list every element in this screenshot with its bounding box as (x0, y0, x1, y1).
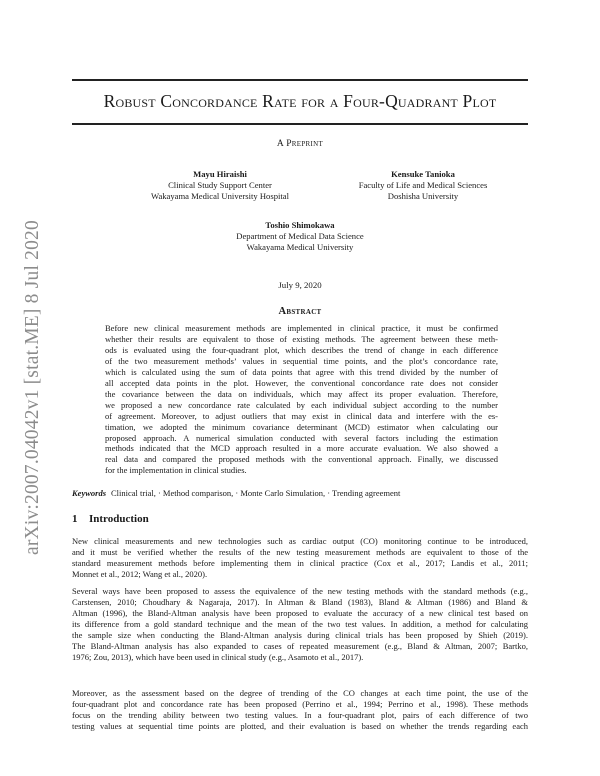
arxiv-identifier[interactable]: arXiv:2007.04042v1 [stat.ME] 8 Jul 2020 (22, 220, 43, 555)
paper-title: Robust Concordance Rate for a Four-Quadrant Plot (103, 91, 497, 111)
author-affiliation: Wakayama Medical University (246, 242, 354, 253)
author-block (190, 220, 410, 254)
title-rule-top (72, 79, 528, 81)
text-line: four-quadrant plot and concordance rate has been proposed (Perrino et al., 1994; Perrino et al., 1998). These methods (72, 698, 528, 709)
section-heading (72, 513, 149, 525)
text-line: Monnet et al., 2012; Wang et al., 2020). (72, 568, 208, 579)
author-affiliation: Doshisha University (387, 191, 459, 202)
section-number: 1 (72, 513, 78, 525)
text-line: 1976; Zou, 2013), which have been used in clinical study (e.g., Asamoto et al., 2017). (72, 651, 364, 662)
text-line: New clinical measurements and new technologies such as cardiac output (CO) monitoring continue to be introduced, (72, 536, 528, 546)
text-line: its difference from a gold standard technique and the mean of the two test values. In addition, a method for calculating (72, 618, 528, 629)
keywords-text: Clinical trial, · Method comparison, · Monte Carlo Simulation, · Trending agreement (111, 488, 401, 498)
author-name: Mayu Hiraishi (193, 169, 247, 179)
author-affiliation: Wakayama Medical University Hospital (151, 191, 289, 202)
author-block (120, 169, 320, 203)
text-line: all accepted data points in the plot. However, the conventional concordance rate does not consider (105, 377, 498, 388)
keywords-line (72, 488, 528, 498)
body-paragraph (72, 586, 528, 663)
author-name: Kensuke Tanioka (391, 169, 455, 179)
text-line: ods is evaluated using the four-quadrant plot, which describes the trend of change in each difference (105, 344, 498, 355)
author-affiliation: Department of Medical Data Science (236, 231, 364, 242)
text-line: testing values at sequential time points are plotted, and their evaluation is based on whether the trends regarding each (72, 720, 528, 731)
text-line: the covariance between the data on individuals, which may affect its proper evaluation. Therefore, (105, 388, 498, 399)
author-affiliation: Faculty of Life and Medical Sciences (358, 180, 488, 191)
text-line: for the implementation in clinical studies. (105, 465, 247, 476)
text-line: Several ways have been proposed to assess the equivalence of the new testing methods with the standard methods (e.g., (72, 586, 528, 596)
text-line: Moreover, as the assessment based on the degree of trending of the CO changes at each time point, the use of the (72, 688, 528, 698)
author-name: Toshio Shimokawa (265, 220, 335, 230)
text-line: the sample size when conducting the Bland-Altman analysis during clinical trials has been proposed by Shieh (2019). (72, 629, 528, 640)
author-block (318, 169, 528, 203)
abstract-heading: Abstract (278, 306, 322, 317)
text-line: and it must be verified whether the results of the new testing measurement methods are equivalent to those of the (72, 546, 528, 557)
text-line: standard measurement methods before implementing them in clinical practice (Cox et al., 2017; Landis et al., 2011; (72, 557, 528, 568)
abstract-text (105, 323, 498, 476)
text-line: timation, we adopted the minimum covariance determinant (MCD) estimator when calculating our (105, 421, 498, 432)
text-line: which is calculated using the sum of data points that agree with this trend divided by the number of (105, 366, 498, 377)
text-line: proposed approach. A numerical simulation conducted with several factors including the estimation (105, 432, 498, 443)
text-line: The Bland-Altman analysis has also expanded to cases of repeated measurement (e.g., Bland & Altman, 2007; Bartko, (72, 640, 528, 651)
keywords-label: Keywords (72, 488, 106, 498)
text-line: Carstensen, 2010; Choudhary & Nagaraja, 2017). In Altman & Bland (1983), Bland & Altman (1986) and Bland & (72, 596, 528, 607)
preprint-label: A Preprint (276, 139, 324, 149)
text-line: of agreement. Moreover, to adjust outliers that may exist in clinical data and interfere with the es- (105, 410, 498, 421)
section-title: Introduction (89, 513, 149, 525)
body-paragraph (72, 536, 528, 580)
title-rule-bottom (72, 123, 528, 125)
text-line: we proposed a new concordance rate calculated by each individual subject according to the number (105, 399, 498, 410)
text-line: whether their results are equivalent to those of existing methods. The agreement between these meth- (105, 333, 498, 344)
text-line: methods indicated that the MCD approach resulted in a more accurate evaluation. We also showed a (105, 443, 498, 454)
text-line: real data and compared the proposed methods with the conventional approach. Finally, we discussed (105, 454, 498, 465)
text-line: focus on the trending ability between two testing values. In a four-quadrant plot, pairs of each difference of two (72, 709, 528, 720)
publication-date: July 9, 2020 (278, 280, 322, 290)
author-affiliation: Clinical Study Support Center (168, 180, 272, 191)
body-paragraph (72, 688, 528, 732)
text-line: Altman (1996), the Bland-Altman analysis have been proposed to evaluate the accuracy of a new clinical test based on (72, 607, 528, 618)
text-line: of the two measurement methods’ values in sequential time points, and the plot’s concordance rate, (105, 355, 498, 366)
text-line: Before new clinical measurement methods are implemented in clinical practice, it must be confirmed (105, 323, 498, 333)
